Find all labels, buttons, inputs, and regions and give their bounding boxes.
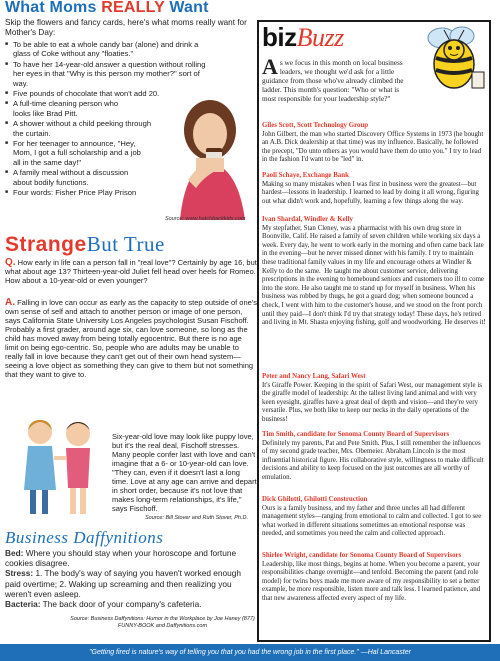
kids-illustration — [10, 410, 108, 520]
bizbuzz-entry — [262, 431, 488, 483]
entry-name: Paoli Schaye, Exchange Bank — [262, 172, 349, 179]
definition-term: Bed: — [5, 548, 24, 558]
list-item: ■ Four words: Fisher Price Play Prison — [5, 188, 153, 197]
moms-source: Source: www.hatchbackkids.com — [165, 216, 246, 222]
title-part: What Moms — [5, 0, 102, 16]
list-item: ■ To have her 14-year-old answer a question without rolling her eyes in that "Why is this person my mother?" sort of way. — [5, 60, 215, 88]
bee-icon — [412, 20, 492, 100]
definition-item — [5, 599, 255, 609]
answer-label: A. — [5, 297, 15, 308]
entry-name: Peter and Nancy Lang, Safari West — [262, 373, 366, 380]
entry-text: Ours is a family business, and my father and three uncles all had different management styles—ranging from emotional to calm and collected. I got to see what worked in different situations sometimes an emotional response was needed, and sometimes you need the calm and collected approach. — [262, 504, 482, 538]
strange-question — [5, 258, 257, 285]
daffynitions-source: Source: Business Daffynitions: Humor in the Workplace by Joe Haney (877) FUNNY-BOOK and Daffynitions.com — [70, 616, 255, 629]
answer-text: Falling in love can occur as early as the capacity to step outside of one's own sense of self and attach to another person or image of one person, says California State University Los Angeles psychologist Susan Fischoff. Probably a first grader, around age six, can love someone, so long as the child has moved away from being totally egocentric. But there is no age limit on being ego-centric. So, people who are adults may be unable to really fall in love because they can't get out of their own head system—seeing a love object as something they can give to them but not something that they want to give to. — [5, 298, 257, 379]
moms-intro: Skip the flowers and fancy cards, here's what moms really want for Mother's Day: — [5, 18, 247, 37]
definition-term: Stress: — [5, 568, 34, 579]
title-part: Want — [164, 0, 209, 16]
bizbuzz-intro — [262, 54, 414, 103]
entry-name: Ivan Shardal, Windler & Kelly — [262, 216, 353, 223]
entry-name: Giles Scott, Scott Technology Group — [262, 122, 369, 129]
logo-part: biz — [262, 22, 297, 52]
drop-cap: A — [262, 54, 278, 79]
entry-text: Leadership, like most things, begins at home. When you become a parent, your responsibilities change overnight—and tenfold. Becoming the parent (and role model) for twins boys made me more aware of my responsibility to set a better example, be more responsible, listen more and talk less. I learned patience, and that new awareness affected every aspect of my life. — [262, 560, 481, 602]
bizbuzz-entry — [262, 216, 488, 328]
daffynitions-list — [5, 548, 255, 609]
strange-section-title — [5, 232, 165, 257]
definition-item — [5, 548, 255, 568]
bizbuzz-entry — [262, 172, 488, 206]
definition-text: Where you should stay when your horoscope and fortune cookies disagree. — [5, 548, 237, 569]
list-item: ■ For her teenager to announce, "Hey, Mom, I got a full scholarship and a job all in the same day!" — [5, 139, 148, 167]
woman-eating-chocolate-photo — [150, 90, 260, 220]
entry-text: It's Giraffe Power. Keeping in the spirit of Safari West, our management style is the giraffe model of leadership: At the tallest living land animal and with very keen eyesight, giraffes have a great deal of depth and vision—and they're very versatile. Plus, we both like to keep our necks in the daily operations of the business! — [262, 381, 482, 423]
entry-text: My stepfather, Stan Cleney, was a pharmacist with his own drug store in Boonville, Calif. He raised a family of seven children while working six days a week. Every day, he went to work early in the morning and often came back late in the evening—but he never missed dinner with his family. I try to maintain these traditional family values in my life and encourage others at Windler & Kelly to do the same. He taught me about customer service, delivering prescriptions in the evening to homebound seniors and customers too ill to come into the store. He also taught me to stand up for myself in business. When his business was robbed by thugs, he got a guard dog; when someone bounced a check, I went with him to the customer's house, and we stood on the front porch until they paid—I don't think I'd try that strategy today! These days, he's retired and living in Mt. Shasta enjoying fishing, golf and woodworking. He deserves it! — [262, 224, 486, 327]
daffynitions-title: Business Daffynitions — [5, 528, 164, 547]
logo-part: Buzz — [296, 23, 344, 52]
list-item: ■ Five pounds of chocolate that won't add 20. — [5, 89, 215, 98]
question-text: How early in life can a person fall in "real love"? Certainly by age 16, but what about age 13? Thirteen-year-old Juliet fell head over heels for Romeo. How about a 10-year-old or even younger? — [5, 258, 257, 285]
bizbuzz-box — [257, 20, 491, 642]
strange-answer — [5, 298, 257, 379]
definition-term: Bacteria: — [5, 599, 41, 610]
bizbuzz-entry — [262, 552, 488, 604]
title-part: Strange — [5, 233, 87, 256]
list-item: ■ A full-time cleaning person who looks like Brad Pitt. — [5, 99, 133, 118]
moms-section-title — [5, 0, 209, 17]
entry-name: Dick Ghilotti, Ghilotti Construction — [262, 496, 368, 503]
footer-quote: "Getting fired is nature's way of telling you that you had the wrong job in the first place." —Hal Lancaster — [0, 644, 500, 661]
list-item: ■ A family meal without a discussion about bodily functions. — [5, 168, 148, 187]
title-emphasis: REALLY — [101, 0, 165, 16]
list-item: ■ A shower without a child peeking through the curtain. — [5, 119, 153, 138]
strange-answer-cont: Six-year-old love may look like puppy love, but it's the real deal, Fischoff stresses. Many people confer last with love and can't imagine that a 6- or 10-year-old can love. "They can, even if it doesn't last a long time. Love at any age can arrive and depart in short order, because it's not love that makes long-term relationships, it's life," says Fischoff. — [112, 432, 257, 513]
title-part: But True — [86, 232, 165, 256]
definition-text: The back door of your company's cafeteria. — [40, 599, 202, 610]
entry-name: Shirlee Wright, candidate for Sonoma County Board of Supervisors — [262, 552, 462, 559]
entry-text: Making so many mistakes when I was first in business were the greatest—but hardest—lessons in leadership. I learned to lead by doing it all wrong, figuring out what didn't work and, hopefully, learning a few things along the way. — [262, 180, 480, 205]
bizbuzz-entry — [262, 496, 488, 539]
bizbuzz-entry — [262, 122, 488, 165]
bizbuzz-logo — [262, 22, 344, 53]
entry-text: John Gilbert, the man who started Discovery Office Systems in 1973 (he bought an A.B. Dick dealership at that time) was my influence. Basically, he followed the precept, "Do unto others as you would have them do unto you." I try to lead in the fashion I'd want to be "led" in. — [262, 130, 484, 164]
bizbuzz-entry — [262, 373, 488, 425]
entry-name: Tim Smith, candidate for Sonoma County Board of Supervisors — [262, 431, 450, 438]
entry-text: Definitely my parents, Pat and Pete Smith. Plus, I still remember the influences of my second grade teacher, Mrs. Obemeier. Abraham Lincoln is the most influential historical figure. His collaborative style, willingness to make difficult decisions and ability to keep focused on the just outcomes are all worthy of emulation. — [262, 439, 484, 481]
intro-text: s we focus in this month on local business leaders, we thought we'd ask for a little guidance from those who've already climbed the ladder. This month's question: "Who or what is most responsible for your leadership style?" — [262, 58, 404, 103]
strange-source: Source: Bill Stover and Ruth Stover, Ph.D. — [145, 515, 249, 521]
list-item: ■ To be able to eat a whole candy bar (alone) and drink a glass of Coke without any "floaties." — [5, 40, 215, 59]
definition-item — [5, 568, 255, 599]
question-label: Q. — [5, 257, 16, 268]
definition-text: 1. The body's way of saying you haven't worked enough paid overtime; 2. Waking up screaming and then realizing you weren't even asleep. — [5, 568, 241, 599]
